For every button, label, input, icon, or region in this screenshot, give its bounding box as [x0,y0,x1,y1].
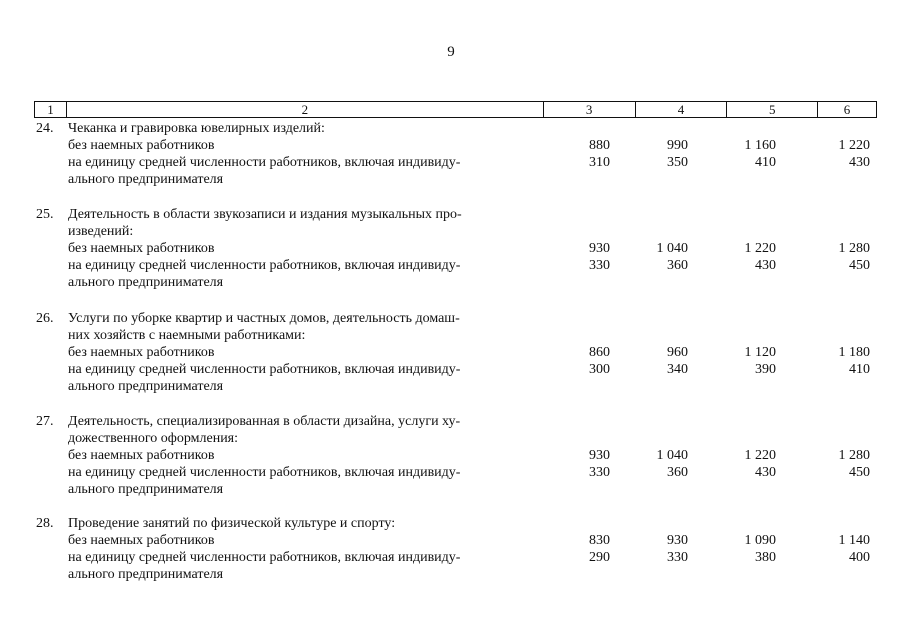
value-col-4: 990 [667,138,688,153]
item-title: Деятельность в области звукозаписи и издания музыкальных про- [68,207,462,222]
value-col-5: 1 160 [744,138,776,153]
row-label: ального предпринимателя [68,379,224,394]
value-col-6: 450 [849,465,870,480]
value-col-4: 330 [667,550,688,565]
value-col-4: 960 [667,345,688,360]
table-row [34,171,877,188]
row-label: на единицу средней численности работников, включая индивиду- [68,465,461,480]
item-title-row [34,120,877,137]
value-col-3: 930 [589,448,610,463]
value-col-6: 450 [849,258,870,273]
item-title-row [34,430,877,447]
row-label: ального предпринимателя [68,172,224,187]
value-col-3: 930 [589,241,610,256]
item-title-row [34,310,877,327]
value-col-4: 930 [667,533,688,548]
value-col-6: 1 280 [838,241,870,256]
value-col-3: 300 [589,362,610,377]
table-row [34,137,877,154]
table-row [34,257,877,274]
value-col-6: 1 140 [838,533,870,548]
item-title-row [34,223,877,240]
column-header-2: 2 [67,102,544,117]
item-number: 28. [36,516,54,531]
value-col-6: 410 [849,362,870,377]
page-number: 9 [447,44,455,60]
item-title-row [34,413,877,430]
column-header-1: 1 [35,102,67,117]
item-number: 25. [36,207,54,222]
value-col-4: 340 [667,362,688,377]
row-label: без наемных работников [68,138,215,153]
table-row [34,361,877,378]
row-label: ального предпринимателя [68,275,224,290]
value-col-3: 830 [589,533,610,548]
value-col-4: 360 [667,465,688,480]
table-row [34,154,877,171]
value-col-6: 400 [849,550,870,565]
value-col-5: 1 220 [744,448,776,463]
item-title: Услуги по уборке квартир и частных домов, деятельность домаш- [68,311,460,326]
row-label: на единицу средней численности работников, включая индивиду- [68,550,461,565]
row-label: ального предпринимателя [68,567,224,582]
column-header-3: 3 [544,102,636,117]
table-row [34,274,877,291]
item-title-row [34,206,877,223]
row-label: без наемных работников [68,345,215,360]
value-col-5: 410 [755,155,776,170]
value-col-6: 1 180 [838,345,870,360]
row-label: без наемных работников [68,448,215,463]
value-col-4: 350 [667,155,688,170]
value-col-4: 1 040 [656,241,688,256]
item-title-row [34,515,877,532]
value-col-3: 330 [589,465,610,480]
value-col-6: 430 [849,155,870,170]
item-title: изведений: [68,224,134,239]
row-label: на единицу средней численности работников, включая индивиду- [68,258,461,273]
item-title-row [34,327,877,344]
item-number: 27. [36,414,54,429]
value-col-3: 330 [589,258,610,273]
item-title: дожественного оформления: [68,431,239,446]
item-number: 26. [36,311,54,326]
value-col-3: 860 [589,345,610,360]
value-col-5: 1 220 [744,241,776,256]
table-header [34,101,877,118]
value-col-5: 430 [755,465,776,480]
column-header-6: 6 [843,102,851,117]
value-col-3: 310 [589,155,610,170]
value-col-5: 380 [755,550,776,565]
row-label: без наемных работников [68,533,215,548]
value-col-3: 880 [589,138,610,153]
value-col-4: 1 040 [656,448,688,463]
table-row [34,464,877,481]
table-row [34,240,877,257]
table-row [34,481,877,498]
value-col-6: 1 220 [838,138,870,153]
table-row [34,378,877,395]
table-row [34,447,877,464]
value-col-5: 430 [755,258,776,273]
table-row [34,566,877,583]
value-col-5: 1 090 [744,533,776,548]
item-title: Проведение занятий по физической культуре и спорту: [68,516,396,531]
item-number: 24. [36,121,54,136]
value-col-4: 360 [667,258,688,273]
row-label: без наемных работников [68,241,215,256]
value-col-6: 1 280 [838,448,870,463]
value-col-3: 290 [589,550,610,565]
item-title: них хозяйств с наемными работниками: [68,328,306,343]
item-title: Чеканка и гравировка ювелирных изделий: [68,121,325,136]
column-header-4: 4 [636,102,728,117]
row-label: на единицу средней численности работников, включая индивиду- [68,155,461,170]
row-label: на единицу средней численности работников, включая индивиду- [68,362,461,377]
column-header-5: 5 [727,102,818,117]
item-title: Деятельность, специализированная в области дизайна, услуги ху- [68,414,461,429]
row-label: ального предпринимателя [68,482,224,497]
value-col-5: 390 [755,362,776,377]
table-row [34,549,877,566]
value-col-5: 1 120 [744,345,776,360]
table-row [34,344,877,361]
table-row [34,532,877,549]
